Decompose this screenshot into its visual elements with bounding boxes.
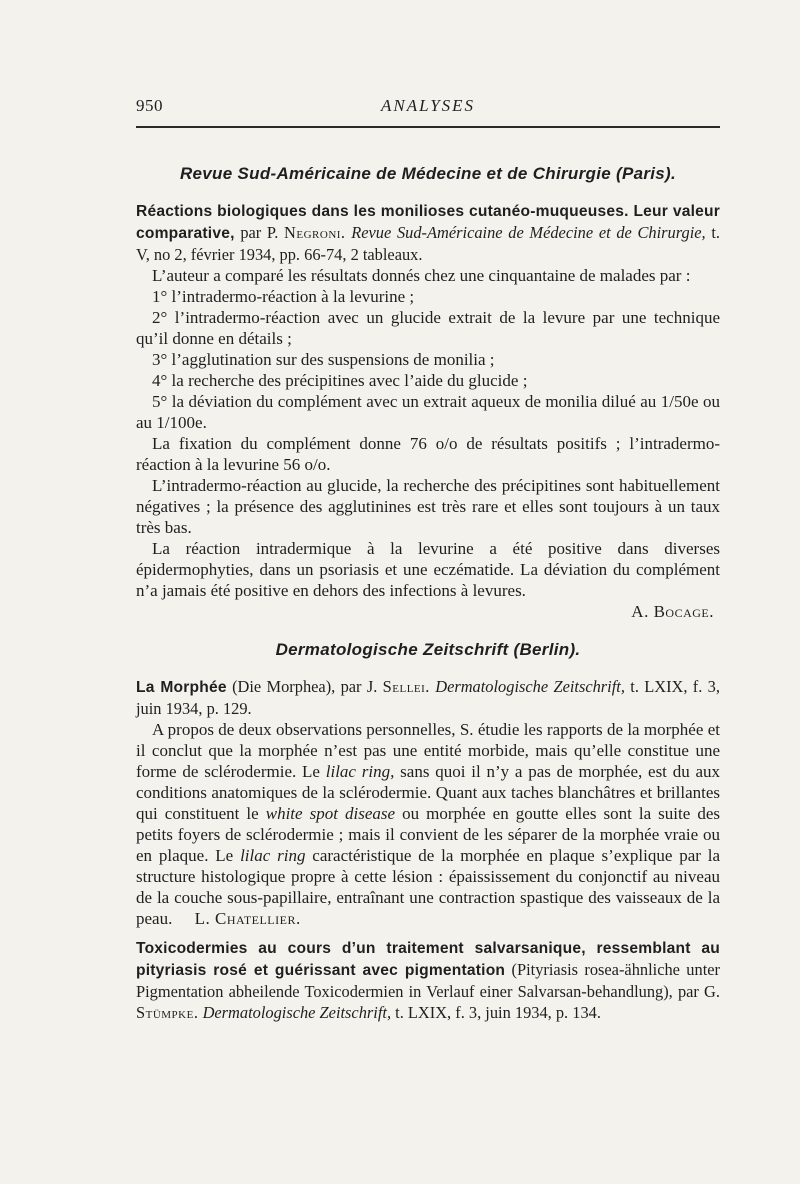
article-source-journal: Dermatologische Zeitschrift, — [202, 1003, 392, 1022]
term-white-spot-disease: white spot disease — [265, 804, 396, 823]
list-item: 3° l’agglutination sur des suspensions de monilia ; — [152, 350, 495, 369]
paragraph-intro: L’auteur a comparé les résultats donnés chez une cinquantaine de malades par : — [152, 266, 691, 285]
page-number: 950 — [136, 96, 163, 115]
list-item: 1° l’intradermo-réaction à la levurine ; — [152, 287, 415, 306]
article-original-title: (Pityriasis rosea-ähnliche unter Pigmentation abheilende Toxicodermien in Verlauf einer Salvarsan-behandlung), par G. — [136, 960, 720, 1001]
term-lilac-ring: lilac ring, — [325, 762, 395, 781]
article-author: Negroni. — [284, 223, 346, 242]
article-by: par P. — [240, 223, 279, 242]
spacer — [136, 929, 720, 937]
list-item: 5° la déviation du complément avec un extrait aqueux de monilia dilué au 1/50e ou au 1/100e. — [136, 392, 720, 432]
page-body — [136, 160, 720, 1023]
article-reference-monilioses — [136, 200, 720, 265]
signature: L. Chatellier. — [194, 909, 301, 928]
signature: A. Bocage. — [631, 602, 714, 621]
spacer — [136, 622, 720, 636]
paragraph: La fixation du complément donne 76 o/o de résultats positifs ; l’intradermo-réaction à la levurine 56 o/o. — [136, 434, 720, 474]
article-citation: t. V, no 2, février 1934, pp. 66-74, 2 tableaux. — [136, 223, 721, 264]
article-author: Stümpke. — [136, 1003, 199, 1022]
journal-heading-revue: Revue Sud-Américaine de Médecine et de Chirurgie (Paris). — [179, 164, 677, 183]
article-title: Toxicodermies au cours d’un traitement salvarsanique, ressemblant au pityriasis rosé et guérissant avec pigmentation — [136, 940, 720, 979]
running-head — [136, 96, 720, 120]
running-title: ANALYSES — [380, 96, 476, 115]
list-item: 2° l’intradermo-réaction avec un glucide extrait de la levure par une technique qu’il donne en détails ; — [136, 308, 720, 348]
article-source-journal: Dermatologische Zeitschrift, — [435, 677, 625, 696]
article-author: Sellei. — [382, 677, 430, 696]
header-rule — [136, 126, 720, 128]
paragraph-morphee — [136, 719, 720, 929]
article-reference-morphee — [136, 676, 720, 719]
paragraph: La réaction intradermique à la levurine a été positive dans diverses épidermophyties, dans un psoriasis et une eczématide. La déviation du complément n’a jamais été positive en dehors des infections à levures. — [136, 539, 720, 600]
article-original-title: (Die Morphea), par J. — [232, 677, 378, 696]
term-lilac-ring: lilac ring — [240, 846, 306, 865]
text-run: caractéristique de la morphée en plaque s’explique par la structure histologique propre à cette lésion : épaississement du conjonctif au niveau de la couche sous-papillaire, entraînant une contraction spastique des vaisseaux de la peau. — [136, 846, 721, 928]
article-title: Réactions biologiques dans les monilioses cutanéo-muqueuses. Leur valeur comparative, — [136, 203, 720, 242]
article-reference-toxicodermies — [136, 937, 720, 1023]
article-citation: t. LXIX, f. 3, juin 1934, p. 134. — [395, 1003, 601, 1022]
article-title: La Morphée — [136, 679, 227, 696]
text-run: sans quoi il n’y a pas de morphée, est du aux conditions anatomiques de la sclérodermie. Quant aux taches blanchâtres et brillantes qui constituent le — [136, 762, 721, 823]
paragraph: L’intradermo-réaction au glucide, la recherche des précipitines sont habituellement négatives ; la présence des agglutinines est très rare et elles sont toujours à un taux très bas. — [136, 476, 720, 537]
list-item: 4° la recherche des précipitines avec l’aide du glucide ; — [152, 371, 528, 390]
journal-heading-dermatologische: Dermatologische Zeitschrift (Berlin). — [275, 640, 581, 659]
article-citation: t. LXIX, f. 3, juin 1934, p. 129. — [136, 677, 720, 718]
article-source-journal: Revue Sud-Américaine de Médecine et de Chirurgie, — [351, 223, 706, 242]
text-run: A propos de deux observations personnelles, S. étudie les rapports de la morphée et il conclut que la morphée n’est pas une entité morbide, mais qu’elle constitue une forme de sclérodermie. Le — [136, 720, 720, 781]
text-run: ou morphée en goutte elles sont la suite des petits foyers de sclérodermie ; mais il convient de les séparer de la morphée vraie ou en plaque. Le — [136, 804, 721, 865]
